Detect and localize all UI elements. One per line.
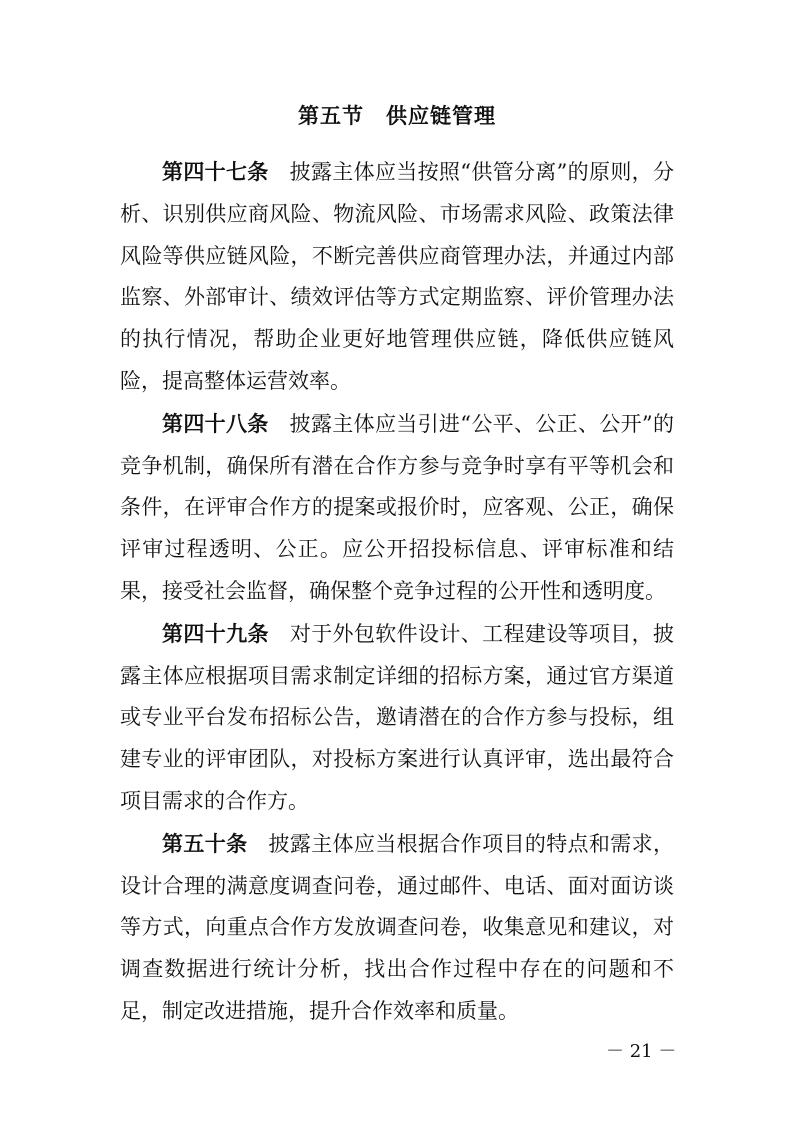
page-number: － 21 － — [606, 1041, 677, 1062]
article-48 — [120, 403, 674, 613]
article-list — [120, 151, 674, 1033]
article-text: 披露主体应当根据合作项目的特点和需求，设计合理的满意度调查问卷，通过邮件、电话、面对面访谈等方式，向重点合作方发放调查问卷，收集意见和建议，对调查数据进行统计分析，找出合作过程中存在的问题和不足，制定改进措施，提升合作效率和质量。 — [120, 831, 675, 1023]
article-47 — [120, 151, 674, 403]
article-number: 第四十八条 — [162, 410, 269, 436]
article-text: 披露主体应当引进“公平、公正、公开”的竞争机制，确保所有潜在合作方参与竞争时享有平等机会和条件，在评审合作方的提案或报价时，应客观、公正，确保评审过程透明、公正。应公开招投标信息、评审标准和结果，接受社会监督，确保整个竞争过程的公开性和透明度。 — [120, 411, 674, 603]
section-title: 第五节 供应链管理 — [298, 103, 496, 128]
article-number: 第四十七条 — [162, 159, 269, 184]
article-49 — [120, 613, 674, 823]
article-number: 第五十条 — [162, 830, 248, 856]
article-text: 披露主体应当按照“供管分离”的原则，分析、识别供应商风险、物流风险、市场需求风险、政策法律风险等供应链风险，不断完善供应商管理办法，并通过内部监察、外部审计、绩效评估等方式定期监察、评价管理办法的执行情况，帮助企业更好地管理供应链，降低供应链风险，提高整体运营效率。 — [120, 160, 674, 393]
article-text: 对于外包软件设计、工程建设等项目，披露主体应根据项目需求制定详细的招标方案，通过官方渠道或专业平台发布招标公告，邀请潜在的合作方参与投标，组建专业的评审团队，对投标方案进行认真评审，选出最符合项目需求的合作方。 — [120, 621, 675, 813]
article-number: 第四十九条 — [162, 620, 269, 646]
article-50 — [120, 823, 674, 1033]
